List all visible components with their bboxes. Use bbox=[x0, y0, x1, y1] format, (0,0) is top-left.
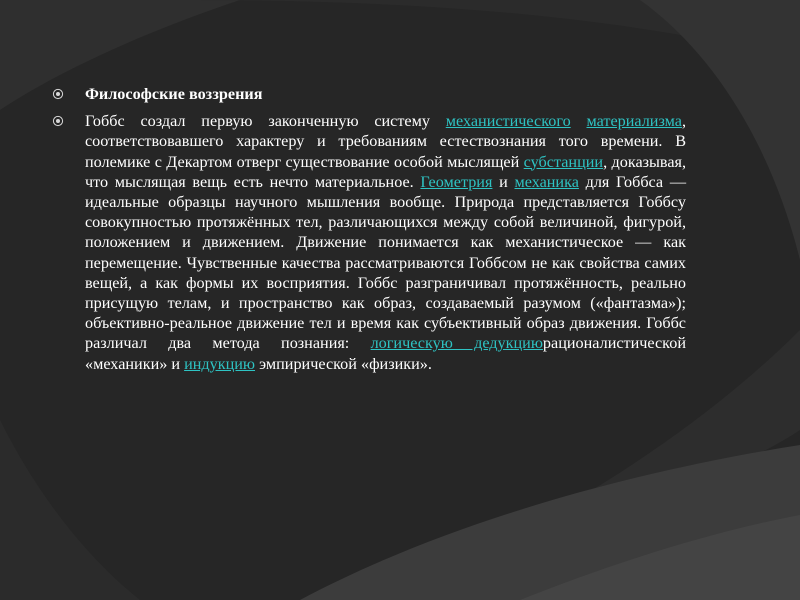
hyperlink[interactable]: индукцию bbox=[184, 354, 256, 373]
bullet-paragraph bbox=[52, 111, 686, 374]
slide-heading: Философские воззрения bbox=[85, 85, 263, 103]
circle-target-bullet-icon bbox=[52, 88, 64, 100]
bullet-heading bbox=[52, 84, 686, 104]
slide-content bbox=[52, 84, 686, 374]
paragraph-text: и bbox=[492, 172, 515, 191]
hyperlink[interactable]: Геометрия bbox=[420, 172, 493, 191]
paragraph-text: , доказывая, что мыслящая вещь есть нечто материальное. bbox=[85, 152, 687, 191]
hyperlink[interactable]: механика bbox=[514, 172, 579, 191]
hyperlink[interactable]: механистического bbox=[445, 112, 571, 131]
hyperlink[interactable]: субстанции bbox=[523, 152, 604, 171]
hyperlink[interactable]: материализма bbox=[586, 112, 682, 131]
hyperlink[interactable]: логическую дедукцию bbox=[370, 334, 543, 353]
paragraph-text: эмпирической «физики». bbox=[255, 354, 432, 373]
paragraph-text: , соответствовавшего характеру и требованиям естествознания того времени. В полемике с Декартом отверг существование особой мыслящей bbox=[85, 112, 686, 171]
paragraph-text: для Гоббса — идеальные образцы научного мышления вообще. Природа представляется Гоббсу совокупностью протяжённых тел, различающихся между собой величиной, фигурой, положением и движением. Движение понимается как механистическое — как перемещение. Чувственные качества рассматриваются Гоббсом не как свойства самих вещей, а как формы их восприятия. Гоббс разграничивал протяжённость, реально присущую телам, и пространство как образ, создаваемый разумом («фантазма»); объективно-реальное движение тел и время как субъективный образ движения. Гоббс различал два метода познания: bbox=[85, 172, 687, 353]
paragraph-text: Гоббс создал первую законченную систему bbox=[85, 112, 446, 131]
paragraph-text: рационалистической «механики» и bbox=[85, 334, 686, 373]
circle-target-bullet-icon bbox=[52, 115, 64, 127]
body-paragraph bbox=[85, 111, 686, 374]
paragraph-text bbox=[571, 112, 587, 130]
